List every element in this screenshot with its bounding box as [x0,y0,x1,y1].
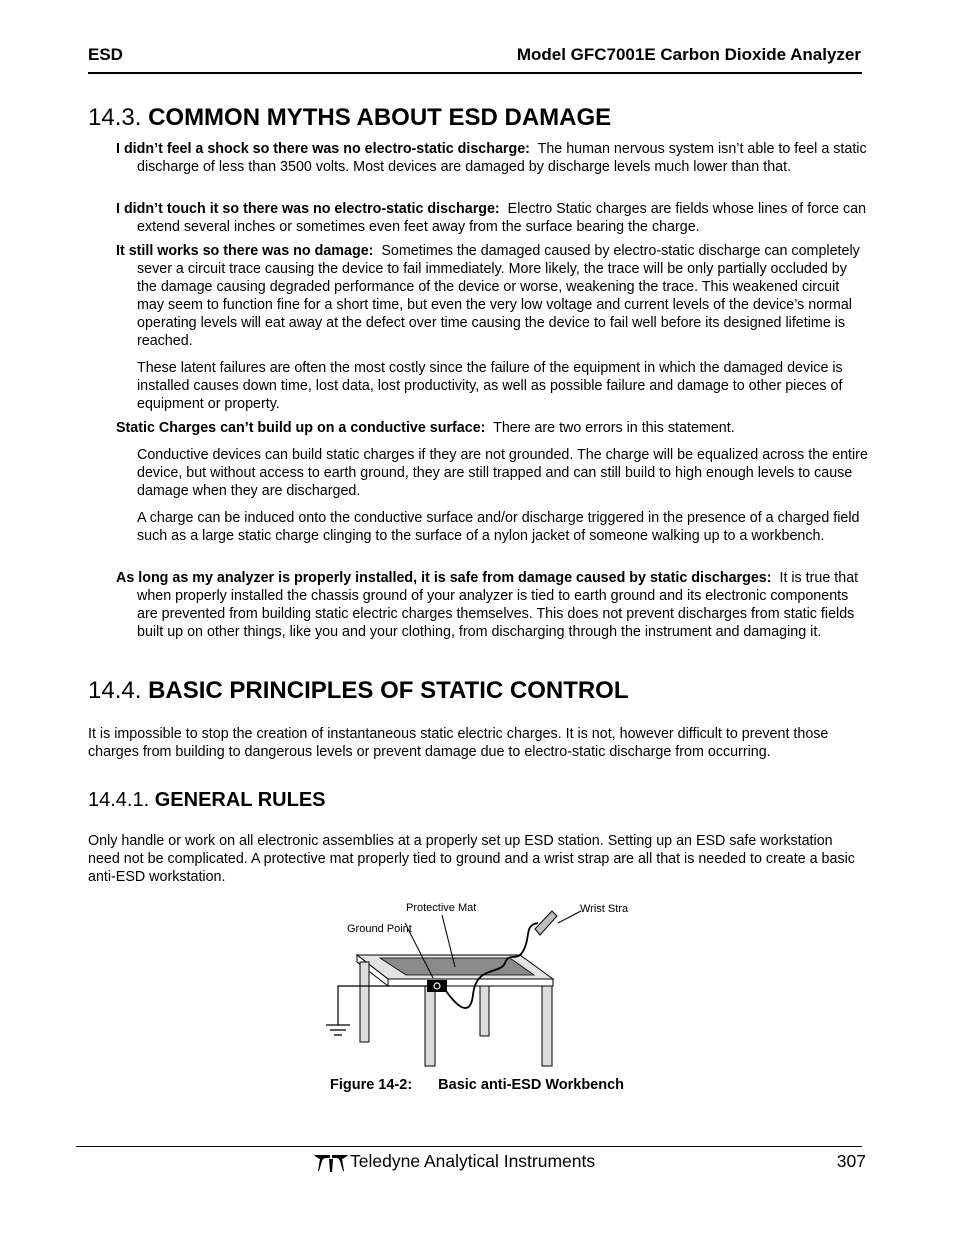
subsection-number: 14.4.1. [88,789,150,811]
figure-number: Figure 14-2: [329,1077,413,1093]
myth-lead: Static Charges can’t build up on a conductive surface: [116,420,486,436]
myth-lead: I didn’t feel a shock so there was no electro-static discharge: [116,141,530,157]
section-title: COMMON MYTHS ABOUT ESD DAMAGE [148,104,612,131]
wrist-strap-label: Wrist Stra [580,903,629,915]
workbench-illustration [320,895,640,1075]
running-header-title: Model GFC7001E Carbon Dioxide Analyzer [516,45,861,64]
section-number: 14.4. [88,677,142,704]
table-leg-back-right [480,986,489,1036]
myth-followup: These latent failures are often the most costly since the failure of the equipment in which the damaged device is installed causes down time, lost data, lost productivity, as well as possible failure and damage to other pieces of equipment or property. [137,360,843,412]
section-number: 14.3. [88,104,142,131]
footer-rule [76,1146,862,1147]
footer-company: Teledyne Analytical Instruments [350,1151,596,1171]
myth-paragraph-2 [116,200,868,236]
myth-text: Sometimes the damaged caused by electro-static discharge can completely sever a circuit trace causing the device to fail immediately. More likely, the trace will be only partially occluded by the damage causing degraded performance of the device or worse, weakening the trace. This weakened circuit may seem to function fine for a short time, but even the very low voltage and current levels of the device’s normal operating levels will eat away at the defect over time causing the device to fail well before its designed lifetime is reached. [137,243,860,349]
protective-mat [380,958,534,975]
myth-lead: It still works so there was no damage: [116,243,374,259]
esd-workbench-figure [320,895,640,1075]
myth-paragraph-4 [116,419,868,437]
myth-text: It is true that when properly installed the chassis ground of your analyzer is tied to earth ground and its electronic components are prevented from building static electric charges themselves. This does not prevent discharges from static fields built up on other things, like you and your clothing, from discharging through the instrument and damaging it. [137,570,859,640]
myth-text: There are two errors in this statement. [493,420,735,436]
myth-paragraph-5 [116,569,868,641]
table-front-edge [388,979,553,986]
wrist-strap-clip [535,911,557,935]
ground-point-label: Ground Point [347,923,412,935]
page-number: 307 [836,1151,866,1171]
myth-paragraph-1 [116,140,868,176]
section-heading-14-4 [88,677,629,705]
figure-caption [0,1077,954,1093]
myth-followup: Conductive devices can build static charges if they are not grounded. The charge will be equalized across the entire device, but without access to earth ground, they are still trapped and can still build to high enough levels to cause damage when they are discharged. [137,447,868,499]
header-rule [88,72,862,74]
ground-point-block [427,980,447,992]
table-leg-back-left [360,962,369,1042]
table-leg-front-left [425,986,435,1066]
myth-text: Electro Static charges are fields whose lines of force can extend several inches or sometimes even feet away from the surface bearing the charge. [137,201,867,235]
running-header-section: ESD [88,45,123,64]
myth-paragraph-3 [116,242,868,350]
principles-paragraph: It is impossible to stop the creation of instantaneous static electric charges. It is not, however difficult to prevent those charges from building to dangerous levels or prevent damage due to electro-static discharge from occurring. [88,726,829,760]
myth-text: The human nervous system isn’t able to feel a static discharge of less than 3500 volts. Most devices are damaged by discharge levels much lower than that. [137,141,867,175]
section-heading-14-3 [88,104,611,132]
wrist-strap-leader [558,911,581,923]
rules-paragraph: Only handle or work on all electronic assemblies at a properly set up ESD station. Setting up an ESD safe workstation need not be complicated. A protective mat properly tied to ground and a wrist strap are all that is needed to create a basic anti-ESD workstation. [88,833,855,885]
figure-title: Basic anti-ESD Workbench [438,1077,625,1093]
subsection-title: GENERAL RULES [154,789,326,811]
teledyne-logo-icon [313,1151,349,1173]
ground-wire [338,986,428,1025]
table-leg-front-right [542,986,552,1066]
protective-mat-label: Protective Mat [406,902,477,914]
subsection-heading-14-4-1 [88,789,326,812]
myth-lead: As long as my analyzer is properly installed, it is safe from damage caused by static discharges: [116,570,772,586]
section-title: BASIC PRINCIPLES OF STATIC CONTROL [148,677,629,704]
myth-lead: I didn’t touch it so there was no electro-static discharge: [116,201,500,217]
myth-followup: A charge can be induced onto the conductive surface and/or discharge triggered in the presence of a charged field such as a large static charge clinging to the surface of a nylon jacket of someone walking up to a workbench. [137,510,860,544]
